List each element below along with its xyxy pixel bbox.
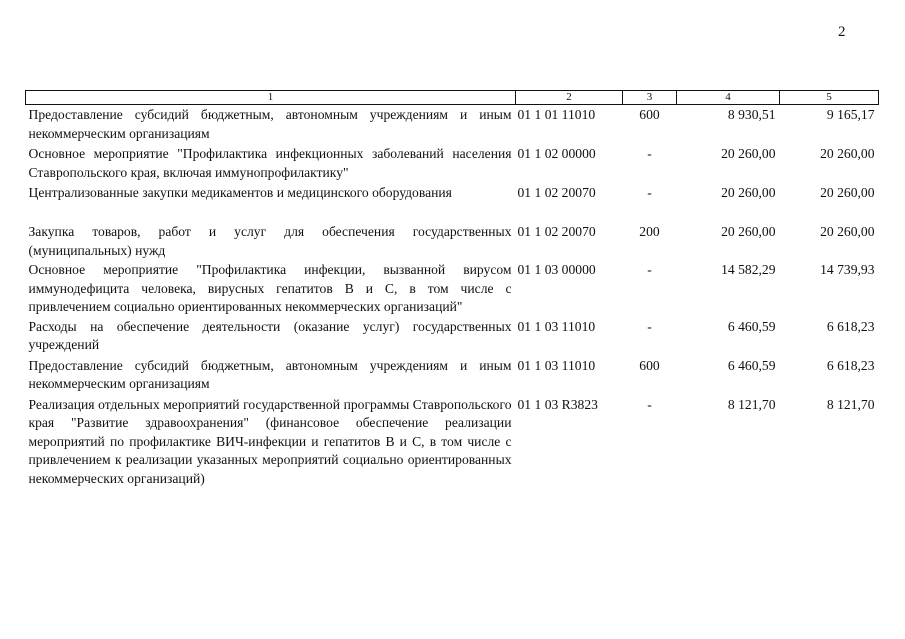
table-row bbox=[26, 355, 879, 394]
row-name: Реализация отдельных мероприятий государственной программы Ставропольского края "Развитие здравоохранения" (финансовое обеспечение реализации мероприятий по профилактике ВИЧ-инфекции и гепатитов В и С, в том числе с привлечением к реализации указанных мероприятий социально ориентированных некоммерческих организаций) bbox=[28, 396, 512, 486]
budget-table bbox=[25, 90, 879, 488]
row-type: 600 bbox=[639, 107, 660, 122]
row-type: - bbox=[647, 318, 652, 334]
table-row bbox=[26, 394, 879, 489]
row-name: Основное мероприятие "Профилактика инфекции, вызванной вирусом иммунодефицита человека, вирусных гепатитов В и С, в том числе с привлечением социально ориентированных некоммерческих организаций" bbox=[28, 262, 512, 314]
row-code: 01 1 03 00000 bbox=[517, 262, 596, 277]
table-row bbox=[26, 221, 879, 260]
row-code: 01 1 02 20070 bbox=[517, 185, 596, 200]
row-name: Основное мероприятие "Профилактика инфекционных заболеваний населения Ставропольского края, включая иммунопрофилактику" bbox=[28, 146, 512, 180]
row-type: - bbox=[647, 262, 652, 277]
row-value-2: 20 260,00 bbox=[820, 146, 875, 161]
table-row bbox=[26, 260, 879, 317]
header-col-type: 3 bbox=[623, 91, 677, 105]
header-col-value-1: 4 bbox=[677, 91, 780, 105]
header-col-value-2: 5 bbox=[780, 91, 879, 105]
row-type: 600 bbox=[639, 357, 660, 373]
row-value-2: 14 739,93 bbox=[820, 262, 875, 277]
header-col-code: 2 bbox=[516, 91, 623, 105]
row-name: Предоставление субсидий бюджетным, автономным учреждениям и иным некоммерческим организациям bbox=[28, 107, 512, 141]
row-code: 01 1 03 11010 bbox=[517, 357, 596, 373]
row-value-1: 20 260,00 bbox=[721, 146, 776, 161]
row-value-2: 9 165,17 bbox=[826, 107, 875, 122]
row-code: 01 1 01 11010 bbox=[517, 107, 596, 122]
table-row bbox=[26, 143, 879, 182]
row-code: 01 1 02 20070 bbox=[517, 224, 596, 239]
row-value-1: 6 460,59 bbox=[727, 318, 776, 334]
row-code: 01 1 03 R3823 bbox=[517, 396, 598, 412]
row-value-2: 8 121,70 bbox=[826, 396, 875, 412]
table-header bbox=[26, 91, 879, 105]
row-value-2: 20 260,00 bbox=[820, 224, 875, 239]
row-code: 01 1 03 11010 bbox=[517, 318, 596, 334]
row-value-2: 6 618,23 bbox=[826, 318, 875, 334]
row-name: Централизованные закупки медикаментов и медицинского оборудования bbox=[28, 185, 452, 200]
row-value-1: 14 582,29 bbox=[721, 262, 776, 277]
row-value-1: 20 260,00 bbox=[721, 224, 776, 239]
table-row bbox=[26, 105, 879, 144]
row-type: 200 bbox=[639, 224, 660, 239]
row-value-1: 6 460,59 bbox=[727, 357, 776, 373]
row-name: Расходы на обеспечение деятельности (оказание услуг) государственных учреждений bbox=[28, 318, 512, 352]
row-type: - bbox=[647, 185, 652, 200]
row-name: Предоставление субсидий бюджетным, автономным учреждениям и иным некоммерческим организациям bbox=[28, 357, 512, 391]
page-number: 2 bbox=[838, 24, 846, 40]
row-value-1: 8 121,70 bbox=[727, 396, 776, 412]
row-value-1: 20 260,00 bbox=[721, 185, 776, 200]
row-value-1: 8 930,51 bbox=[727, 107, 776, 122]
row-code: 01 1 02 00000 bbox=[517, 146, 596, 161]
table-row bbox=[26, 182, 879, 221]
row-value-2: 6 618,23 bbox=[826, 357, 875, 373]
row-type: - bbox=[647, 396, 652, 412]
table-body bbox=[26, 105, 879, 489]
header-row bbox=[26, 91, 879, 105]
row-type: - bbox=[647, 146, 652, 161]
row-name: Закупка товаров, работ и услуг для обеспечения государственных (муниципальных) нужд bbox=[28, 224, 512, 258]
header-col-name: 1 bbox=[26, 91, 516, 105]
row-value-2: 20 260,00 bbox=[820, 185, 875, 200]
table-row bbox=[26, 317, 879, 355]
